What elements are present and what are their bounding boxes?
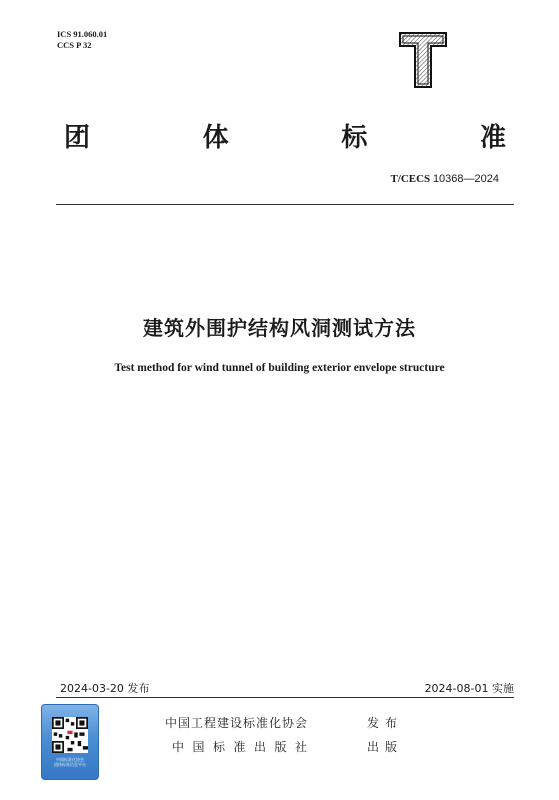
classification-codes bbox=[57, 29, 107, 51]
verification-badge bbox=[41, 704, 99, 780]
doc-type-char: 团 bbox=[64, 123, 91, 153]
header-divider bbox=[56, 204, 514, 205]
effective-date: 2024-08-01 实施 bbox=[424, 682, 514, 695]
badge-line: 团体标准信息平台 bbox=[54, 762, 86, 767]
badge-text bbox=[44, 757, 96, 767]
standard-prefix: T/CECS bbox=[390, 173, 431, 185]
badge-line: 中国标准化协会 bbox=[56, 757, 84, 762]
qr-code-icon bbox=[52, 717, 88, 753]
ccs-code: CCS P 32 bbox=[57, 40, 92, 50]
standard-code: 10368—2024 bbox=[432, 173, 499, 185]
standard-logo-t bbox=[399, 32, 447, 88]
title-chinese: 建筑外围护结构风洞测试方法 bbox=[143, 316, 416, 340]
publishing-house: 中国标准出版社 bbox=[172, 740, 316, 754]
issuing-organization: 中国工程建设标准化协会 bbox=[165, 716, 309, 730]
title-english: Test method for wind tunnel of building exterior envelope structure bbox=[114, 362, 445, 374]
ics-code: ICS 91.060.01 bbox=[57, 29, 108, 39]
issuer-action: 发布 bbox=[367, 716, 404, 730]
document-type bbox=[64, 117, 506, 151]
doc-type-char: 标 bbox=[341, 123, 368, 153]
issue-date: 2024-03-20 发布 bbox=[60, 682, 150, 695]
standard-number bbox=[390, 173, 499, 185]
press-action: 出版 bbox=[367, 740, 404, 754]
doc-type-char: 准 bbox=[479, 123, 506, 153]
doc-type-char: 体 bbox=[202, 123, 229, 153]
footer-divider bbox=[56, 697, 514, 698]
